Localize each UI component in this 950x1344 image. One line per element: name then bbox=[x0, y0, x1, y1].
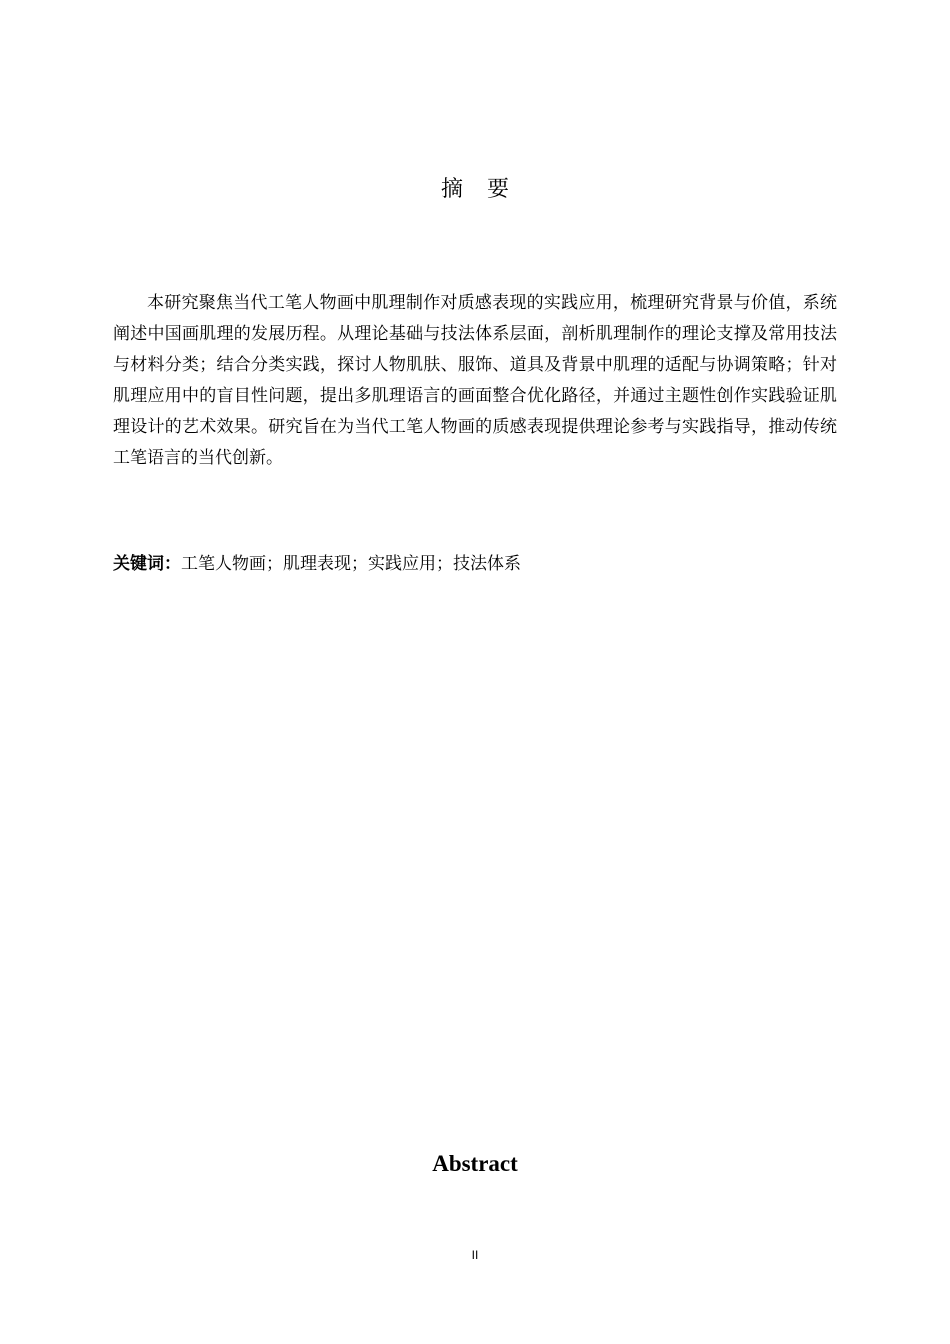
chinese-abstract-title: 摘要 bbox=[440, 177, 533, 202]
chinese-abstract-body: 本研究聚焦当代工笔人物画中肌理制作对质感表现的实践应用，梳理研究背景与价值，系统阐述中国画肌理的发展历程。从理论基础与技法体系层面，剖析肌理制作的理论支撑及常用技法与材料分类；结合分类实践，探讨人物肌肤、服饰、道具及背景中肌理的适配与协调策略；针对肌理应用中的盲目性问题，提出多肌理语言的画面整合优化路径，并通过主题性创作实践验证肌理设计的艺术效果。研究旨在为当代工笔人物画的质感表现提供理论参考与实践指导，推动传统工笔语言的当代创新。 bbox=[113, 293, 837, 468]
english-abstract-title: Abstract bbox=[432, 1151, 518, 1176]
keywords-text: 工笔人物画；肌理表现；实践应用；技法体系 bbox=[181, 554, 521, 574]
keywords-line bbox=[113, 549, 837, 580]
keywords-label: 关键词： bbox=[113, 554, 181, 574]
page-number: II bbox=[471, 1248, 479, 1262]
